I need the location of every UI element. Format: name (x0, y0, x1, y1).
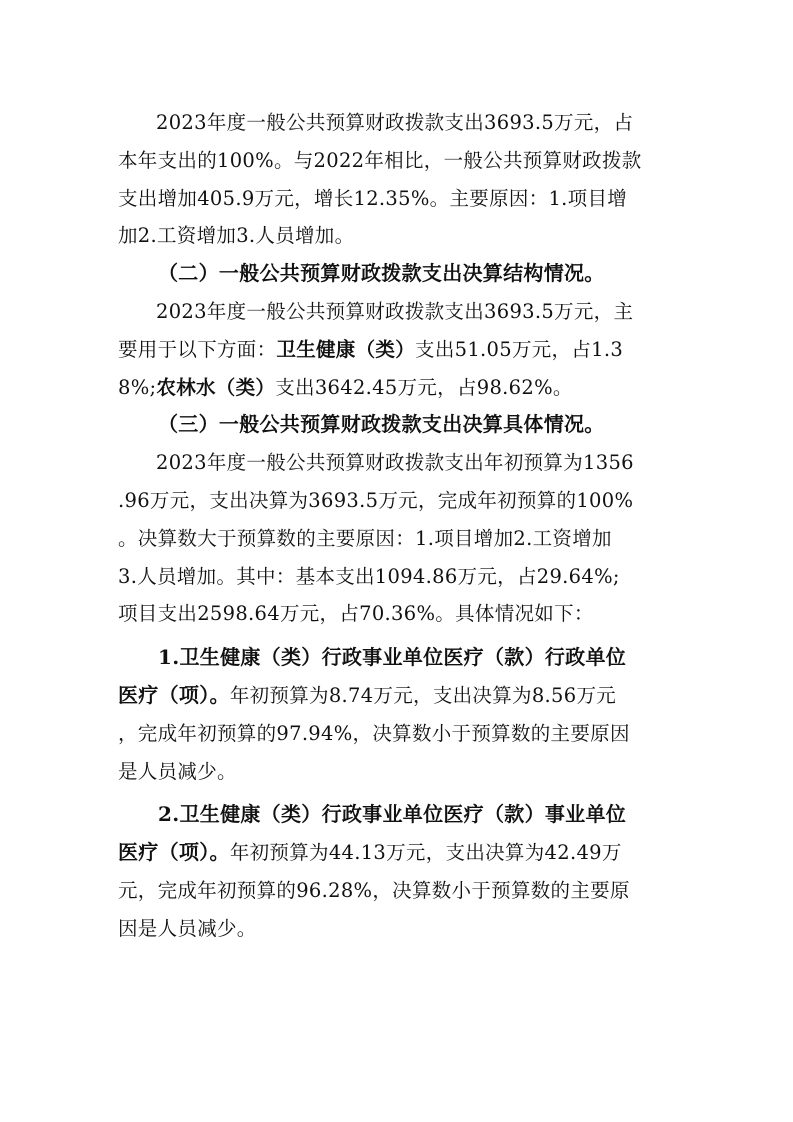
paragraph-2-line-2 (118, 331, 690, 369)
category-health-label: 卫生健康（类） (276, 337, 416, 361)
paragraph-3-line-4: 3.人员增加。其中：基本支出1094.86万元，占29.64%; (118, 564, 620, 588)
item-1-line-4: 是人员减少。 (118, 759, 237, 783)
section-heading-3: （三）一般公共预算财政拨款支出决算具体情况。 (158, 412, 605, 437)
item-2-line-4: 因是人员减少。 (118, 916, 257, 940)
item-2-line-3: 元，完成年初预算的96.28%，决算数小于预算数的主要原 (118, 878, 630, 902)
item-1-title-line-2: 医疗（项）。 (118, 682, 230, 707)
document-body (118, 104, 690, 948)
paragraph-3-line-5: 项目支出2598.64万元，占70.36%。具体情况如下： (118, 602, 594, 626)
paragraph-1-line-4: 加2.工资增加3.人员增加。 (118, 224, 355, 248)
item-2-title-line-1: 2.卫生健康（类）行政事业单位医疗（款）事业单位 (158, 802, 627, 827)
paragraph-1-line-1: 2023年度一般公共预算财政拨款支出3693.5万元，占 (156, 111, 634, 134)
paragraph-1-line-2: 本年支出的100%。与2022年相比，一般公共预算财政拨款 (118, 148, 642, 172)
item-1-line-2-text: 年初预算为8.74万元，支出决算为8.56万元 (229, 683, 617, 707)
category-agriculture-label: 农林水（类） (156, 375, 276, 399)
item-1-line-3: ，完成年初预算的97.94%，决算数小于预算数的主要原因 (118, 721, 630, 745)
section-heading-2: （二）一般公共预算财政拨款支出决算结构情况。 (158, 261, 605, 286)
paragraph-3-line-1: 2023年度一般公共预算财政拨款支出年初预算为1356 (156, 451, 634, 475)
item-2-title-line-2: 医疗（项）。 (118, 840, 230, 865)
paragraph-2-line-3-text-a: 8%; (118, 375, 157, 399)
paragraph-3-line-2: .96万元，支出决算为3693.5万元，完成年初预算的100% (118, 488, 634, 512)
paragraph-2-line-2-text-a: 要用于以下方面： (118, 337, 277, 361)
paragraph-1-line-3: 支出增加405.9万元，增长12.35%。主要原因：1.项目增 (118, 186, 628, 210)
paragraph-3-line-3: 。决算数大于预算数的主要原因：1.项目增加2.工资增加 (118, 526, 612, 550)
paragraph-2-line-3-text-c: 支出3642.45万元，占98.62%。 (275, 375, 573, 399)
item-2-line-2-text: 年初预算为44.13万元，支出决算为42.49万 (229, 841, 622, 865)
paragraph-2-line-3 (118, 369, 690, 407)
item-1-line-2 (118, 677, 690, 715)
item-2-line-2 (118, 834, 690, 872)
paragraph-2-line-1: 2023年度一般公共预算财政拨款支出3693.5万元，主 (156, 299, 634, 323)
paragraph-2-line-2-text-c: 支出51.05万元，占1.3 (415, 337, 624, 361)
item-1-title-line-1: 1.卫生健康（类）行政事业单位医疗（款）行政单位 (158, 645, 627, 670)
